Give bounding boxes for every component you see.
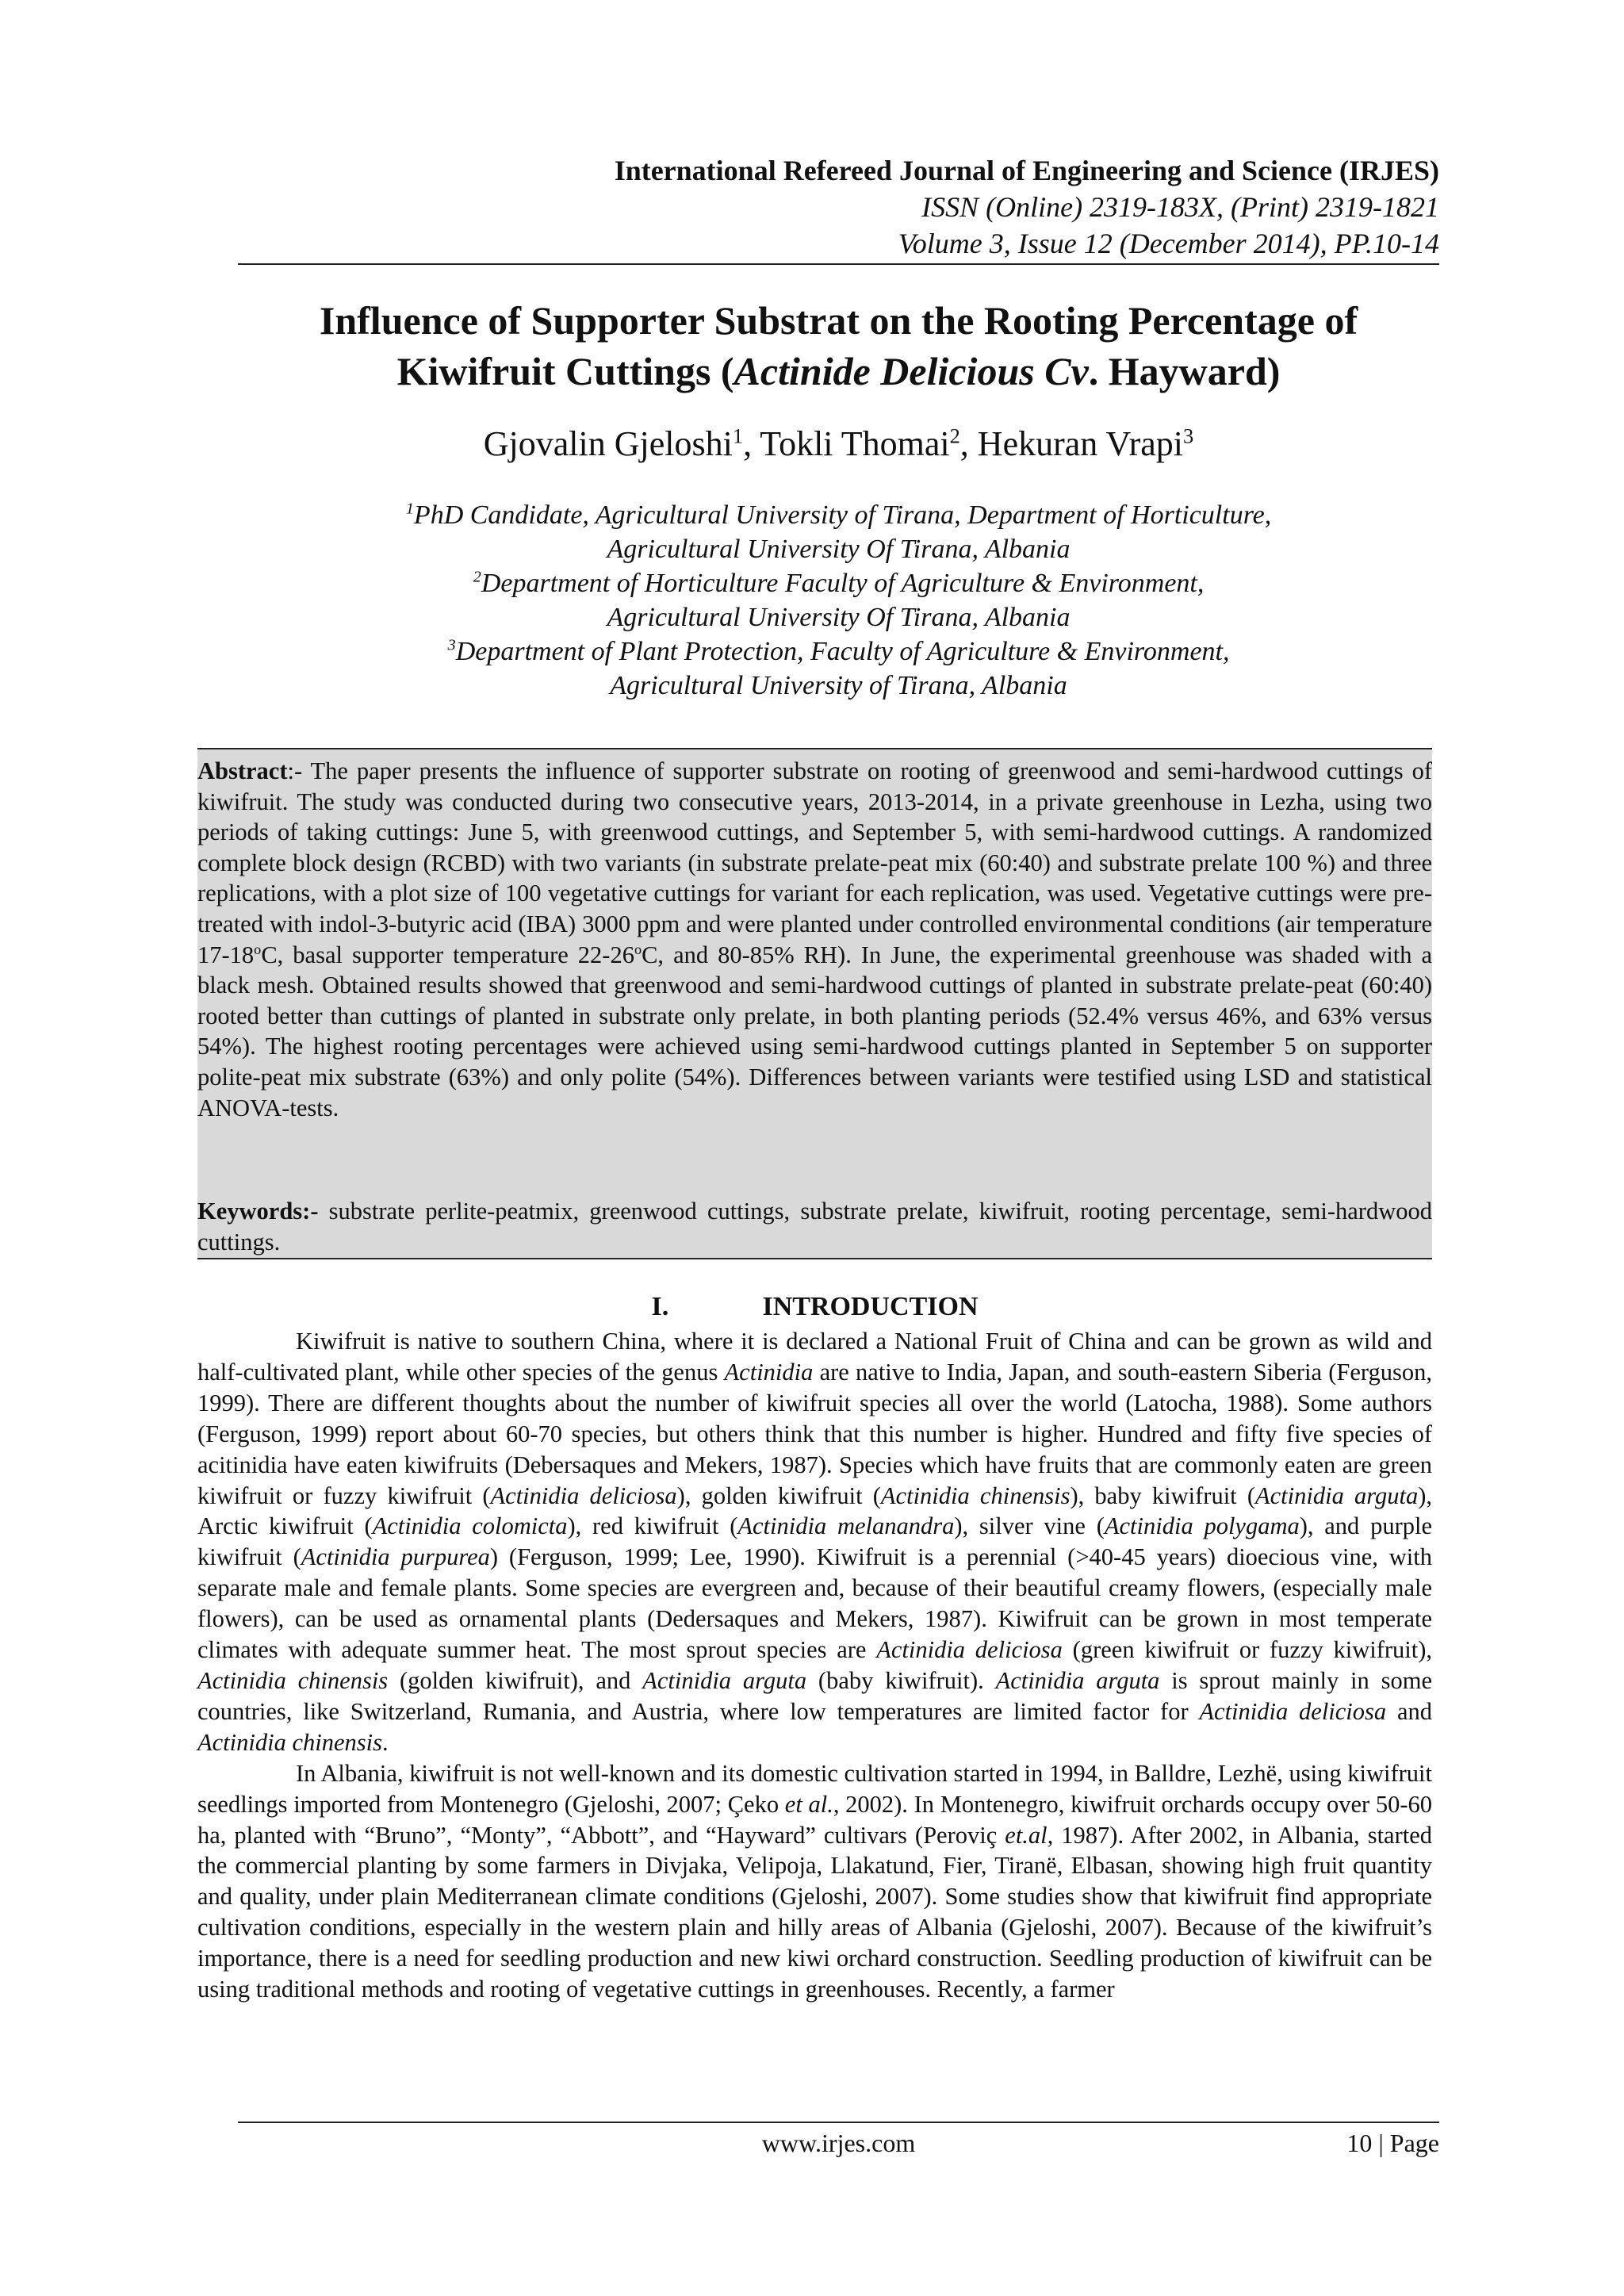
page-number: 10 | Page: [1346, 2129, 1439, 2157]
affiliation-line: Agricultural University Of Tirana, Albania: [607, 603, 1071, 632]
degree-mark: o: [634, 941, 642, 957]
title-line-2: [230, 346, 1447, 397]
paragraph: Kiwifruit is native to southern China, where it is declared a National Fruit of China and can be grown as wild and half-cultivated plant, while other species of the genus Actinidia are native to India, Japan, and south-eastern Siberia (Ferguson, 1999). There are different thoughts about the number of kiwifruit species all over the world (Latocha, 1988). Some authors (Ferguson, 1999) report about 60-70 species, but others think that this number is higher. Hundred and fifty five species of acitinidia have eaten kiwifruits (Debersaques and Mekers, 1987). Species which have fruits that are commonly eaten are green kiwifruit or fuzzy kiwifruit (Actinidia deliciosa), golden kiwifruit (Actinidia chinensis), baby kiwifruit (Actinidia arguta), Arctic kiwifruit (Actinidia colomicta), red kiwifruit (Actinidia melanandra), silver vine (Actinidia polygama), and purple kiwifruit (Actinidia purpurea) (Ferguson, 1999; Lee, 1990). Kiwifruit is a perennial (>40-45 years) dioecious vine, with separate male and female plants. Some species are evergreen and, because of their beautiful creamy flowers, (especially male flowers), can be used as ornamental plants (Dedersaques and Mekers, 1987). Kiwifruit can be grown in most temperate climates with adequate summer heat. The most sprout species are Actinidia deliciosa (green kiwifruit or fuzzy kiwifruit), Actinidia chinensis (golden kiwifruit), and Actinidia arguta (baby kiwifruit). Actinidia arguta is sprout mainly in some countries, like Switzerland, Rumania, and Austria, where low temperatures are limited factor for Actinidia deliciosa and Actinidia chinensis.: [197, 1328, 1433, 1756]
author-list: [230, 422, 1447, 466]
section-heading: [197, 1291, 1432, 1323]
keywords-text: substrate perlite-peatmix, greenwood cuttings, substrate prelate, kiwifruit, rooting percentage, semi-hardwood cuttings.: [197, 1198, 1432, 1255]
section-number: I.: [651, 1292, 669, 1321]
affiliations: [230, 498, 1447, 703]
affil-mark: 1: [405, 500, 414, 518]
title-text: . Hayward): [1088, 349, 1281, 393]
author-affil-mark: 2: [949, 424, 960, 448]
journal-volume: Volume 3, Issue 12 (December 2014), PP.10-14: [898, 228, 1439, 259]
abstract: [197, 756, 1432, 1123]
header-divider: [238, 263, 1439, 265]
footer-url[interactable]: www.irjes.com: [761, 2129, 916, 2157]
title-species: Actinide Delicious Cv: [733, 349, 1089, 393]
degree-mark: o: [254, 941, 262, 957]
abstract-text: C, and 80-85% RH). In June, the experimental greenhouse was shaded with a black mesh. Obtained results showed that greenwood and semi-hardwood cuttings of planted in substrate prelate-peat (60:40) rooted better than cuttings of planted in substrate only prelate, in both planting periods (52.4% versus 46%, and 63% versus 54%). The highest rooting percentages were achieved using semi-hardwood cuttings planted in September 5 on supporter polite-peat mix substrate (63%) and only polite (54%). Differences between variants were testified using LSD and statistical ANOVA-tests.: [197, 941, 1433, 1121]
affil-mark: 3: [447, 636, 456, 654]
affiliation-line: Agricultural University Of Tirana, Albania: [607, 535, 1071, 564]
affiliation-line: [230, 566, 1447, 600]
author-affil-mark: 3: [1183, 424, 1194, 448]
journal-header: [238, 152, 1439, 262]
author-name: , Hekuran Vrapi: [959, 424, 1184, 463]
paper-title: [230, 295, 1447, 397]
affil-text: PhD Candidate, Agricultural University of Tirana, Department of Horticulture,: [413, 500, 1272, 530]
author-name: Gjovalin Gjeloshi: [483, 424, 733, 463]
author-name: , Tokli Thomai: [743, 424, 950, 463]
journal-issn: ISSN (Online) 2319-183X, (Print) 2319-1821: [921, 191, 1439, 223]
title-line-1: Influence of Supporter Substrat on the Rooting Percentage of: [319, 298, 1358, 343]
title-text: Kiwifruit Cuttings (: [396, 349, 734, 393]
affiliation-line: Agricultural University of Tirana, Albania: [610, 671, 1067, 700]
affil-text: Department of Plant Protection, Faculty of Agriculture & Environment,: [455, 637, 1230, 666]
keywords: [197, 1196, 1432, 1257]
body-text: [197, 1326, 1432, 2005]
affiliation-line: [230, 498, 1447, 532]
journal-name: International Refereed Journal of Engineering and Science (IRJES): [614, 155, 1439, 186]
abstract-text: :- The paper presents the influence of supporter substrate on rooting of greenwood and semi-hardwood cuttings of kiwifruit. The study was conducted during two consecutive years, 2013-2014, in a private greenhouse in Lezha, using two periods of taking cuttings: June 5, with greenwood cuttings, and September 5, with semi-hardwood cuttings. A randomized complete block design (RCBD) with two variants (in substrate prelate-peat mix (60:40) and substrate prelate 100 %) and three replications, with a plot size of 100 vegetative cuttings for variant for each replication, was used. Vegetative cuttings were pre-treated with indol-3-butyric acid (IBA) 3000 ppm and were planted under controlled environmental conditions (air temperature 17-18: [197, 757, 1432, 968]
footer-divider: [238, 2122, 1439, 2123]
abstract-label: Abstract: [197, 757, 288, 784]
affil-text: Department of Horticulture Faculty of Agriculture & Environment,: [481, 569, 1205, 598]
author-affil-mark: 1: [732, 424, 744, 448]
abstract-text: C, basal supporter temperature 22-26: [261, 941, 634, 968]
paragraph: In Albania, kiwifruit is not well-known and its domestic cultivation started in 1994, in Balldre, Lezhë, using kiwifruit seedlings imported from Montenegro (Gjeloshi, 2007; Çeko et al., 2002). In Montenegro, kiwifruit orchards occupy over 50-60 ha, planted with “Bruno”, “Monty”, “Abbott”, and “Hayward” cultivars (Peroviç et.al, 1987). After 2002, in Albania, started the commercial planting by some farmers in Divjaka, Velipoja, Llakatund, Fier, Tiranë, Elbasan, showing high fruit quantity and quality, under plain Mediterranean climate conditions (Gjeloshi, 2007). Some studies show that kiwifruit find appropriate cultivation conditions, especially in the western plain and hilly areas of Albania (Gjeloshi, 2007). Because of the kiwifruit’s importance, there is a need for seedling production and new kiwi orchard construction. Seedling production of kiwifruit can be using traditional methods and rooting of vegetative cuttings in greenhouses. Recently, a farmer: [197, 1759, 1432, 2003]
affil-mark: 2: [473, 568, 481, 586]
affiliation-line: [230, 634, 1447, 669]
keywords-label: Keywords:-: [197, 1198, 319, 1225]
section-title: INTRODUCTION: [762, 1292, 979, 1321]
